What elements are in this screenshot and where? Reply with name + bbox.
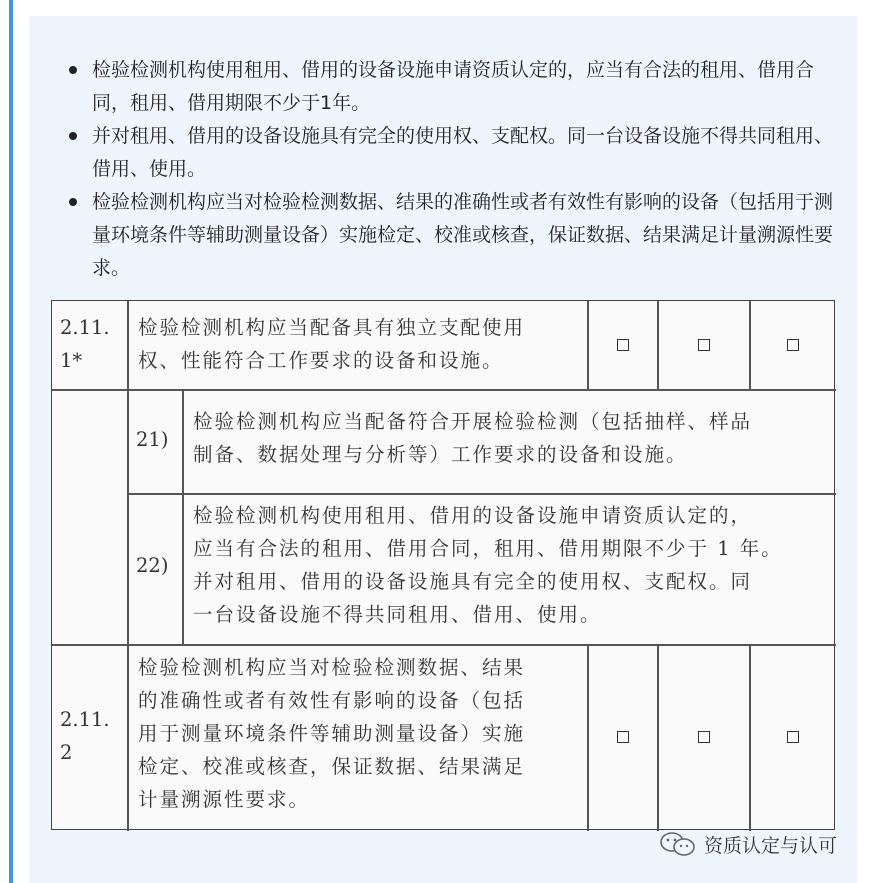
- table-divider: [52, 644, 836, 646]
- table-divider: [182, 389, 184, 644]
- bullet-dot-icon: [69, 198, 77, 206]
- sub-item-text: 检验检测机构应当配备符合开展检验检测（包括抽样、样品 制备、数据处理与分析等）工作要求的设备和设施。: [193, 410, 753, 466]
- table-divider: [127, 301, 129, 831]
- sub-item-number: 21): [136, 428, 169, 451]
- wechat-icon: [658, 830, 698, 858]
- table-divider: [52, 389, 836, 391]
- quote-accent-bar: [9, 0, 13, 883]
- clause-text: 检验检测机构应当对检验检测数据、结果 的准确性或者有效性有影响的设备（包括 用于测量环境条件等辅助测量设备）实施 检定、校准或核查，保证数据、结果满足 计量溯源性要求。: [138, 656, 526, 811]
- bullet-item: [64, 54, 834, 120]
- watermark: [658, 829, 837, 859]
- bullet-dot-icon: [69, 66, 77, 74]
- watermark-text: 资质认定与认可: [704, 834, 838, 857]
- bullet-text: 并对租用、借用的设备设施具有完全的使用权、支配权。同一台设备设施不得共同租用、借用、使用。: [92, 125, 834, 180]
- table-divider: [587, 301, 589, 389]
- checkbox: [698, 731, 710, 743]
- bullet-item: [64, 120, 834, 186]
- checkbox: [787, 339, 799, 351]
- table-divider: [657, 644, 659, 831]
- bullet-dot-icon: [69, 132, 77, 140]
- bullet-text: 检验检测机构使用租用、借用的设备设施申请资质认定的，应当有合法的租用、借用合同，租用、借用期限不少于1年。: [92, 59, 815, 114]
- bullet-list: [64, 54, 834, 285]
- clause-number: 2.11. 1*: [60, 316, 110, 372]
- bullet-text: 检验检测机构应当对检验检测数据、结果的准确性或者有效性有影响的设备（包括用于测量环境条件等辅助测量设备）实施检定、校准或核查，保证数据、结果满足计量溯源性要求。: [92, 191, 834, 279]
- checkbox: [617, 731, 629, 743]
- scanned-table-image: [51, 300, 835, 830]
- table-divider: [657, 301, 659, 389]
- table-divider: [127, 493, 836, 495]
- bullet-item: [64, 186, 834, 285]
- table-divider: [587, 644, 589, 831]
- table-divider: [749, 644, 751, 831]
- clause-number: 2.11. 2: [60, 708, 110, 764]
- sub-item-text: 检验检测机构使用租用、借用的设备设施申请资质认定的， 应当有合法的租用、借用合同，租用、借用期限不少于 1 年。 并对租用、借用的设备设施具有完全的使用权、支配权。同 一台设备设施不得共同租用、借用、使用。: [193, 504, 783, 626]
- checkbox: [698, 339, 710, 351]
- table-divider: [749, 301, 751, 389]
- checkbox: [787, 731, 799, 743]
- checkbox: [617, 339, 629, 351]
- sub-item-number: 22): [136, 554, 169, 577]
- clause-text: 检验检测机构应当配备具有独立支配使用 权、性能符合工作要求的设备和设施。: [138, 316, 526, 372]
